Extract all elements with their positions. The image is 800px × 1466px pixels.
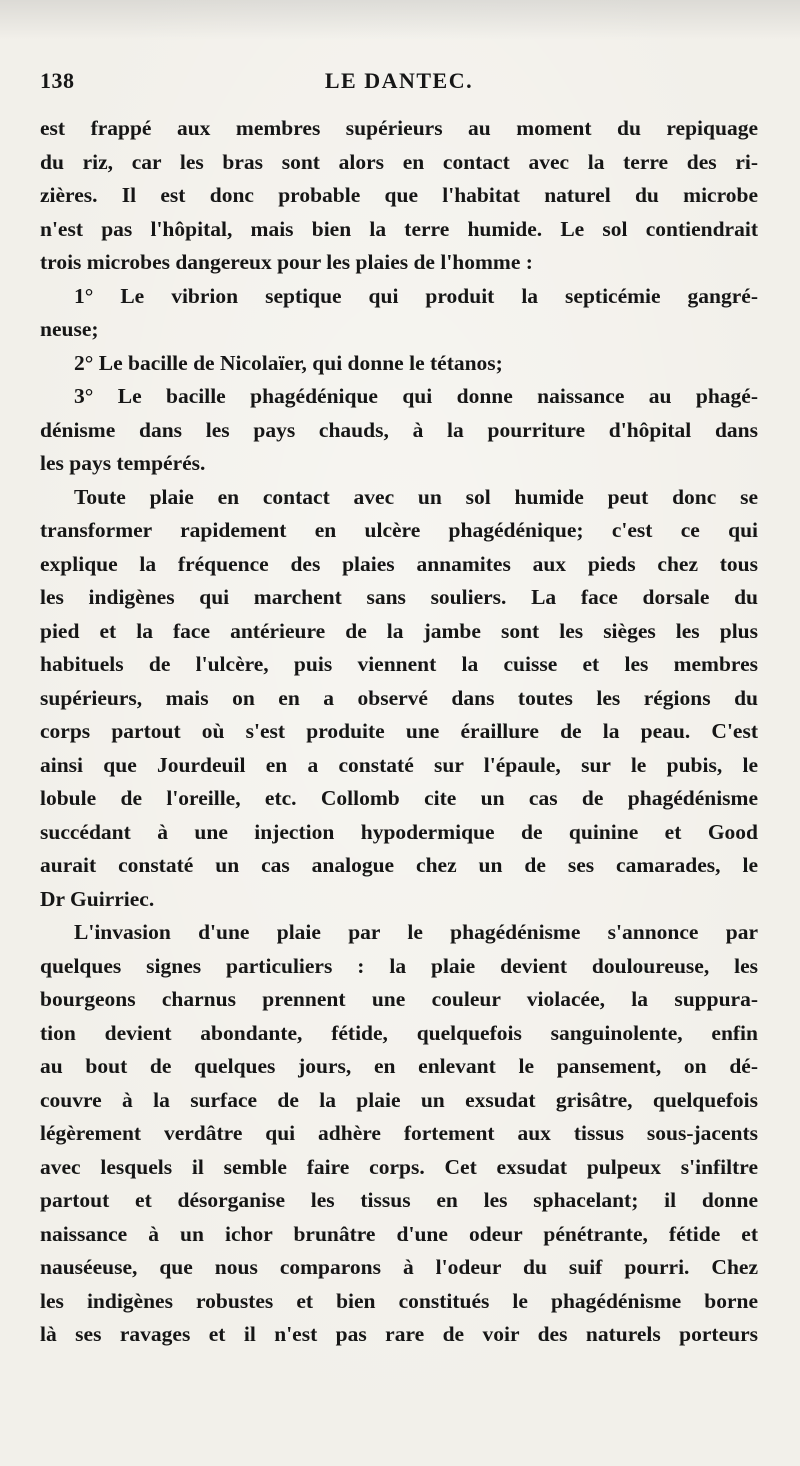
- text-line: nauséeuse, que nous comparons à l'odeur du suif pourri. Chez: [40, 1255, 758, 1279]
- text-line: au bout de quelques jours, en enlevant le pansement, on dé-: [40, 1054, 758, 1078]
- running-head: LE DANTEC.: [324, 68, 474, 93]
- page-header: [40, 68, 758, 98]
- text-line: lobule de l'oreille, etc. Collomb cite un cas de phagédénisme: [40, 786, 758, 810]
- text-line: 1° Le vibrion septique qui produit la septicémie gangré-: [74, 283, 758, 308]
- text-line: corps partout où s'est produite une éraillure de la peau. C'est: [40, 719, 758, 743]
- text-line: ainsi que Jourdeuil en a constaté sur l'épaule, sur le pubis, le: [40, 752, 758, 777]
- text-line: les pays tempérés.: [40, 451, 206, 475]
- text-line: tion devient abondante, fétide, quelquefois sanguinolente, enfin: [40, 1020, 758, 1045]
- text-line: neuse;: [40, 317, 99, 341]
- text-line: aurait constaté un cas analogue chez un de ses camarades, le: [40, 853, 758, 877]
- text-line: avec lesquels il semble faire corps. Cet exsudat pulpeux s'infiltre: [40, 1154, 758, 1179]
- text-line: du riz, car les bras sont alors en contact avec la terre des ri-: [40, 149, 758, 174]
- text-line: n'est pas l'hôpital, mais bien la terre humide. Le sol contiendrait: [40, 216, 758, 241]
- text-line: transformer rapidement en ulcère phagédénique; c'est ce qui: [40, 518, 758, 542]
- text-line: légèrement verdâtre qui adhère fortement aux tissus sous-jacents: [40, 1121, 758, 1145]
- text-line: là ses ravages et il n'est pas rare de voir des naturels porteurs: [40, 1322, 758, 1346]
- text-line: pied et la face antérieure de la jambe sont les sièges les plus: [40, 618, 758, 643]
- text-line: Toute plaie en contact avec un sol humide peut donc se: [74, 484, 758, 509]
- text-line: couvre à la surface de la plaie un exsudat grisâtre, quelquefois: [40, 1087, 758, 1112]
- text-line: explique la fréquence des plaies annamites aux pieds chez tous: [40, 551, 758, 576]
- text-line: est frappé aux membres supérieurs au moment du repiquage: [40, 116, 758, 140]
- text-line: 2° Le bacille de Nicolaïer, qui donne le tétanos;: [74, 350, 503, 375]
- text-line: bourgeons charnus prennent une couleur violacée, la suppura-: [40, 987, 758, 1011]
- page-number: 138: [40, 68, 75, 93]
- text-line: habituels de l'ulcère, puis viennent la cuisse et les membres: [40, 652, 758, 676]
- text-line: naissance à un ichor brunâtre d'une odeur pénétrante, fétide et: [40, 1221, 758, 1246]
- text-line: supérieurs, mais on en a observé dans toutes les régions du: [40, 685, 758, 710]
- text-line: succédant à une injection hypodermique de quinine et Good: [40, 819, 758, 844]
- page-top-shadow: [0, 0, 800, 40]
- text-line: Dr Guirriec.: [40, 886, 155, 911]
- text-line: trois microbes dangereux pour les plaies de l'homme :: [40, 250, 533, 274]
- text-line: quelques signes particuliers : la plaie devient douloureuse, les: [40, 953, 758, 978]
- body-text: [40, 112, 758, 1352]
- text-line: dénisme dans les pays chauds, à la pourriture d'hôpital dans: [40, 417, 758, 442]
- text-line: L'invasion d'une plaie par le phagédénisme s'annonce par: [74, 920, 758, 944]
- text-line: les indigènes robustes et bien constitués le phagédénisme borne: [40, 1288, 758, 1313]
- text-line: partout et désorganise les tissus en les sphacelant; il donne: [40, 1188, 758, 1212]
- text-line: 3° Le bacille phagédénique qui donne naissance au phagé-: [74, 384, 758, 408]
- text-line: zières. Il est donc probable que l'habitat naturel du microbe: [40, 183, 758, 207]
- text-line: les indigènes qui marchent sans souliers. La face dorsale du: [40, 585, 758, 609]
